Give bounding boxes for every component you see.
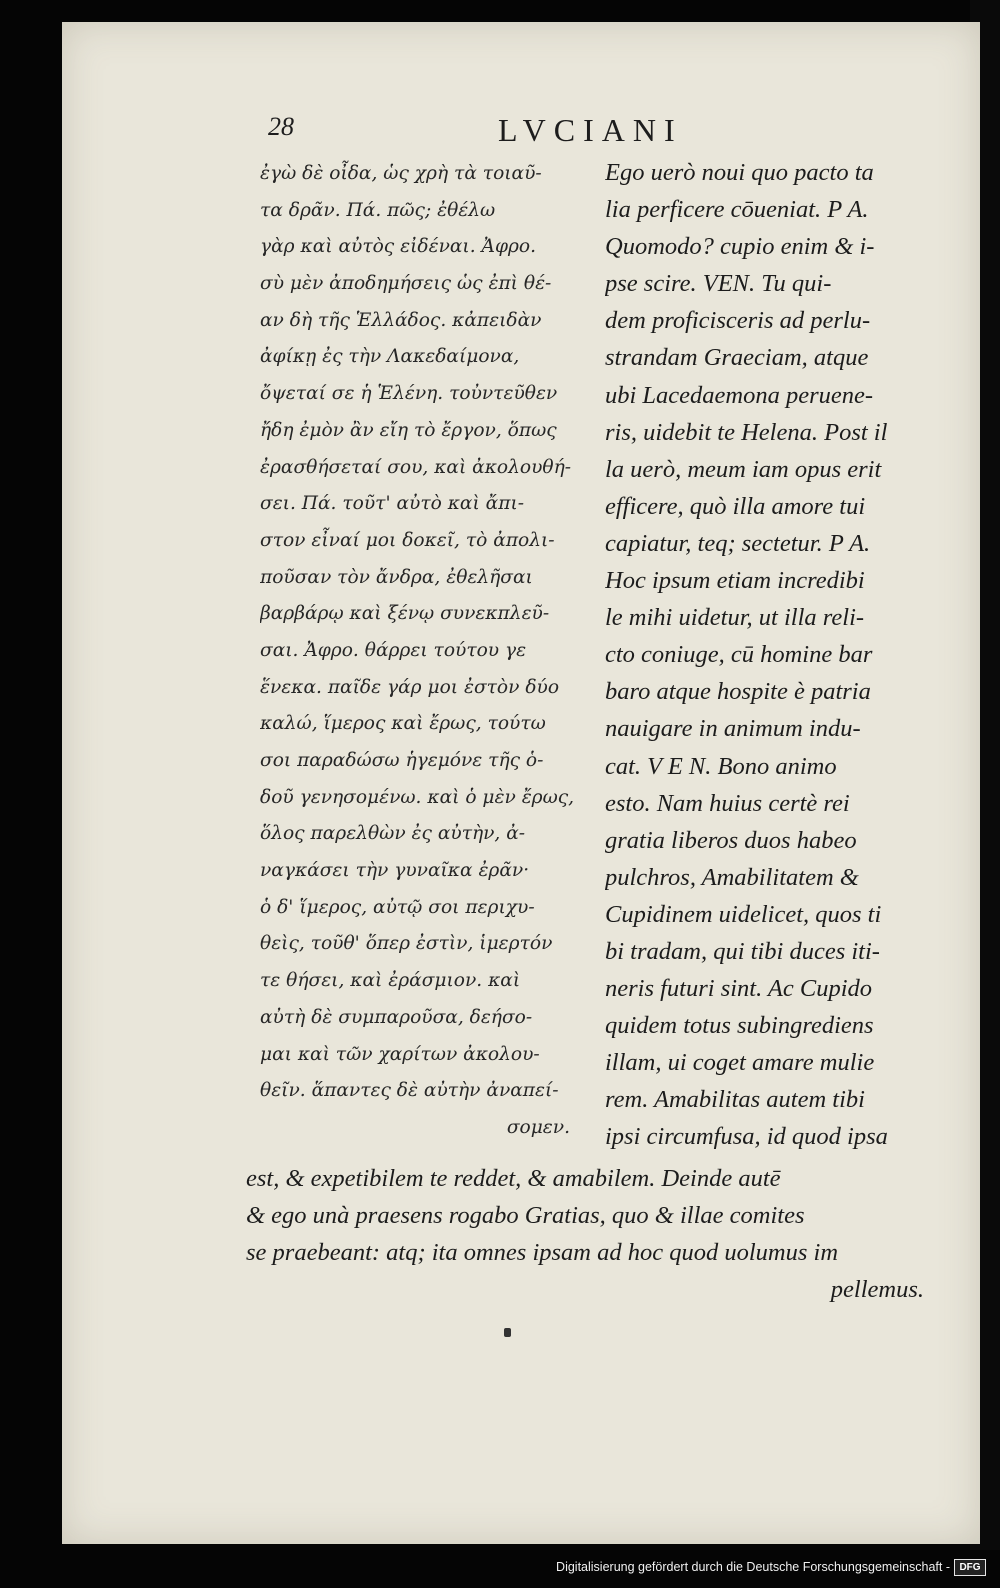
digitization-footer xyxy=(0,1550,1000,1588)
latin-line: cto coniuge, cū homine bar xyxy=(605,641,873,669)
latin-line: la uerò, meum iam opus erit xyxy=(605,455,882,483)
wide-line: est, & expetibilem te reddet, & amabilem. Deinde autē xyxy=(246,1165,781,1192)
latin-line: Ego uerò noui quo pacto ta xyxy=(605,159,874,186)
greek-line: θεῖν. ἅπαντες δὲ αὐτὴν ἀναπεί- xyxy=(260,1080,559,1102)
greek-line: αὐτὴ δὲ συμπαροῦσα, δεήσο- xyxy=(260,1006,533,1028)
latin-line: esto. Nam huius certè rei xyxy=(605,789,850,817)
ink-mark xyxy=(504,1328,511,1337)
page-number: 28 xyxy=(268,112,294,141)
greek-line: ὅλος παρελθὼν ἐς αὐτὴν, ἀ- xyxy=(260,823,526,845)
page-header xyxy=(268,112,688,152)
greek-line: αν δὴ τῆς Ἑλλάδος. κἀπειδὰν xyxy=(260,309,542,331)
latin-line: dem proficisceris ad perlu- xyxy=(605,307,871,335)
greek-text-column xyxy=(260,156,590,1147)
latin-line: quidem totus subingrediens xyxy=(605,1012,874,1040)
greek-line: σει. Πά. τοῦτ' αὐτὸ καὶ ἄπι- xyxy=(260,493,525,515)
latin-line: Hoc ipsum etiam incredibi xyxy=(605,567,865,595)
greek-line: σαι. Ἀφρο. θάρρει τούτου γε xyxy=(260,639,527,661)
greek-line: δοῦ γενησομένω. καὶ ὁ μὲν ἔρως, xyxy=(260,786,575,808)
wide-line: & ego unà praesens rogabo Gratias, quo & illae comites xyxy=(246,1202,805,1230)
wide-line: pellemus. xyxy=(830,1276,924,1304)
greek-line: ἐγὼ δὲ οἶδα, ὡς χρὴ τὰ τοιαῦ- xyxy=(260,163,542,184)
latin-line: illam, ui coget amare mulie xyxy=(605,1049,875,1077)
greek-line: βαρβάρῳ καὶ ξένῳ συνεκπλεῦ- xyxy=(260,603,550,625)
running-title: LVCIANI xyxy=(498,112,683,148)
latin-text-column xyxy=(605,154,935,1156)
dfg-logo: DFG xyxy=(954,1559,986,1576)
latin-line: neris futuri sint. Ac Cupido xyxy=(605,975,873,1003)
greek-line: σομεν. xyxy=(506,1116,570,1138)
latin-line: rem. Amabilitas autem tibi xyxy=(605,1086,865,1114)
greek-line: ἀφίκῃ ἐς τὴν Λακεδαίμονα, xyxy=(260,346,520,368)
greek-line: μαι καὶ τῶν χαρίτων ἀκολου- xyxy=(260,1043,540,1065)
greek-line: ὄψεταί σε ἡ Ἑλένη. τοὐντεῦθεν xyxy=(260,383,558,405)
latin-line: cat. V E N. Bono animo xyxy=(605,752,837,780)
greek-line: ἐρασθήσεταί σου, καὶ ἀκολουθή- xyxy=(260,456,572,478)
latin-line: Cupidinem uidelicet, quos ti xyxy=(605,900,882,928)
latin-line: ipsi circumfusa, id quod ipsa xyxy=(605,1123,888,1151)
latin-line: capiatur, teq; sectetur. P A. xyxy=(605,529,871,557)
latin-line: pulchros, Amabilitatem & xyxy=(605,863,859,891)
greek-line: καλώ, ἵμερος καὶ ἔρως, τούτω xyxy=(260,713,546,735)
latin-line: gratia liberos duos habeo xyxy=(605,826,857,854)
funding-credit: Digitalisierung gefördert durch die Deutsche Forschungsgemeinschaft - xyxy=(556,1560,950,1574)
latin-line: pse scire. VEN. Tu qui- xyxy=(605,270,832,298)
latin-line: ubi Lacedaemona peruene- xyxy=(605,381,874,409)
latin-line: baro atque hospite è patria xyxy=(605,678,871,706)
latin-line: le mihi uidetur, ut illa reli- xyxy=(605,604,865,632)
greek-line: σοι παραδώσω ἡγεμόνε τῆς ὁ- xyxy=(260,750,544,771)
greek-line: τα δρᾶν. Πά. πῶς; ἐθέλω xyxy=(260,199,496,221)
latin-line: Quomodo? cupio enim & i- xyxy=(605,233,875,261)
latin-line: strandam Graeciam, atque xyxy=(605,344,869,372)
greek-line: ἕνεκα. παῖδε γάρ μοι ἐστὸν δύο xyxy=(260,676,560,698)
greek-line: τε θήσει, καὶ ἐράσμιον. καὶ xyxy=(260,970,521,992)
greek-line: ποῦσαν τὸν ἄνδρα, ἐθελῆσαι xyxy=(260,566,533,588)
greek-line: ἤδη ἐμὸν ἂν εἴη τὸ ἔργον, ὅπως xyxy=(260,419,557,441)
latin-line: lia perficere cōueniat. P A. xyxy=(605,196,869,224)
wide-line: se praebeant: atq; ita omnes ipsam ad hoc quod uolumus im xyxy=(246,1239,839,1267)
greek-line: στον εἶναί μοι δοκεῖ, τὸ ἀπολι- xyxy=(260,529,555,551)
latin-line: efficere, quò illa amore tui xyxy=(605,492,866,520)
latin-continuation-block xyxy=(246,1160,926,1308)
greek-line: θεὶς, τοῦθ' ὅπερ ἐστὶν, ἱμερτόν xyxy=(260,933,553,955)
latin-line: bi tradam, qui tibi duces iti- xyxy=(605,937,880,965)
greek-line: σὺ μὲν ἀποδημήσεις ὡς ἐπὶ θέ- xyxy=(260,273,552,295)
greek-line: ὁ δ' ἵμερος, αὐτῷ σοι περιχυ- xyxy=(260,896,535,918)
greek-line: γὰρ καὶ αὐτὸς εἰδέναι. Ἀφρο. xyxy=(260,236,537,258)
latin-line: ris, uidebit te Helena. Post il xyxy=(605,418,888,446)
greek-line: ναγκάσει τὴν γυναῖκα ἐρᾶν· xyxy=(260,860,530,882)
latin-line: nauigare in animum indu- xyxy=(605,715,861,743)
